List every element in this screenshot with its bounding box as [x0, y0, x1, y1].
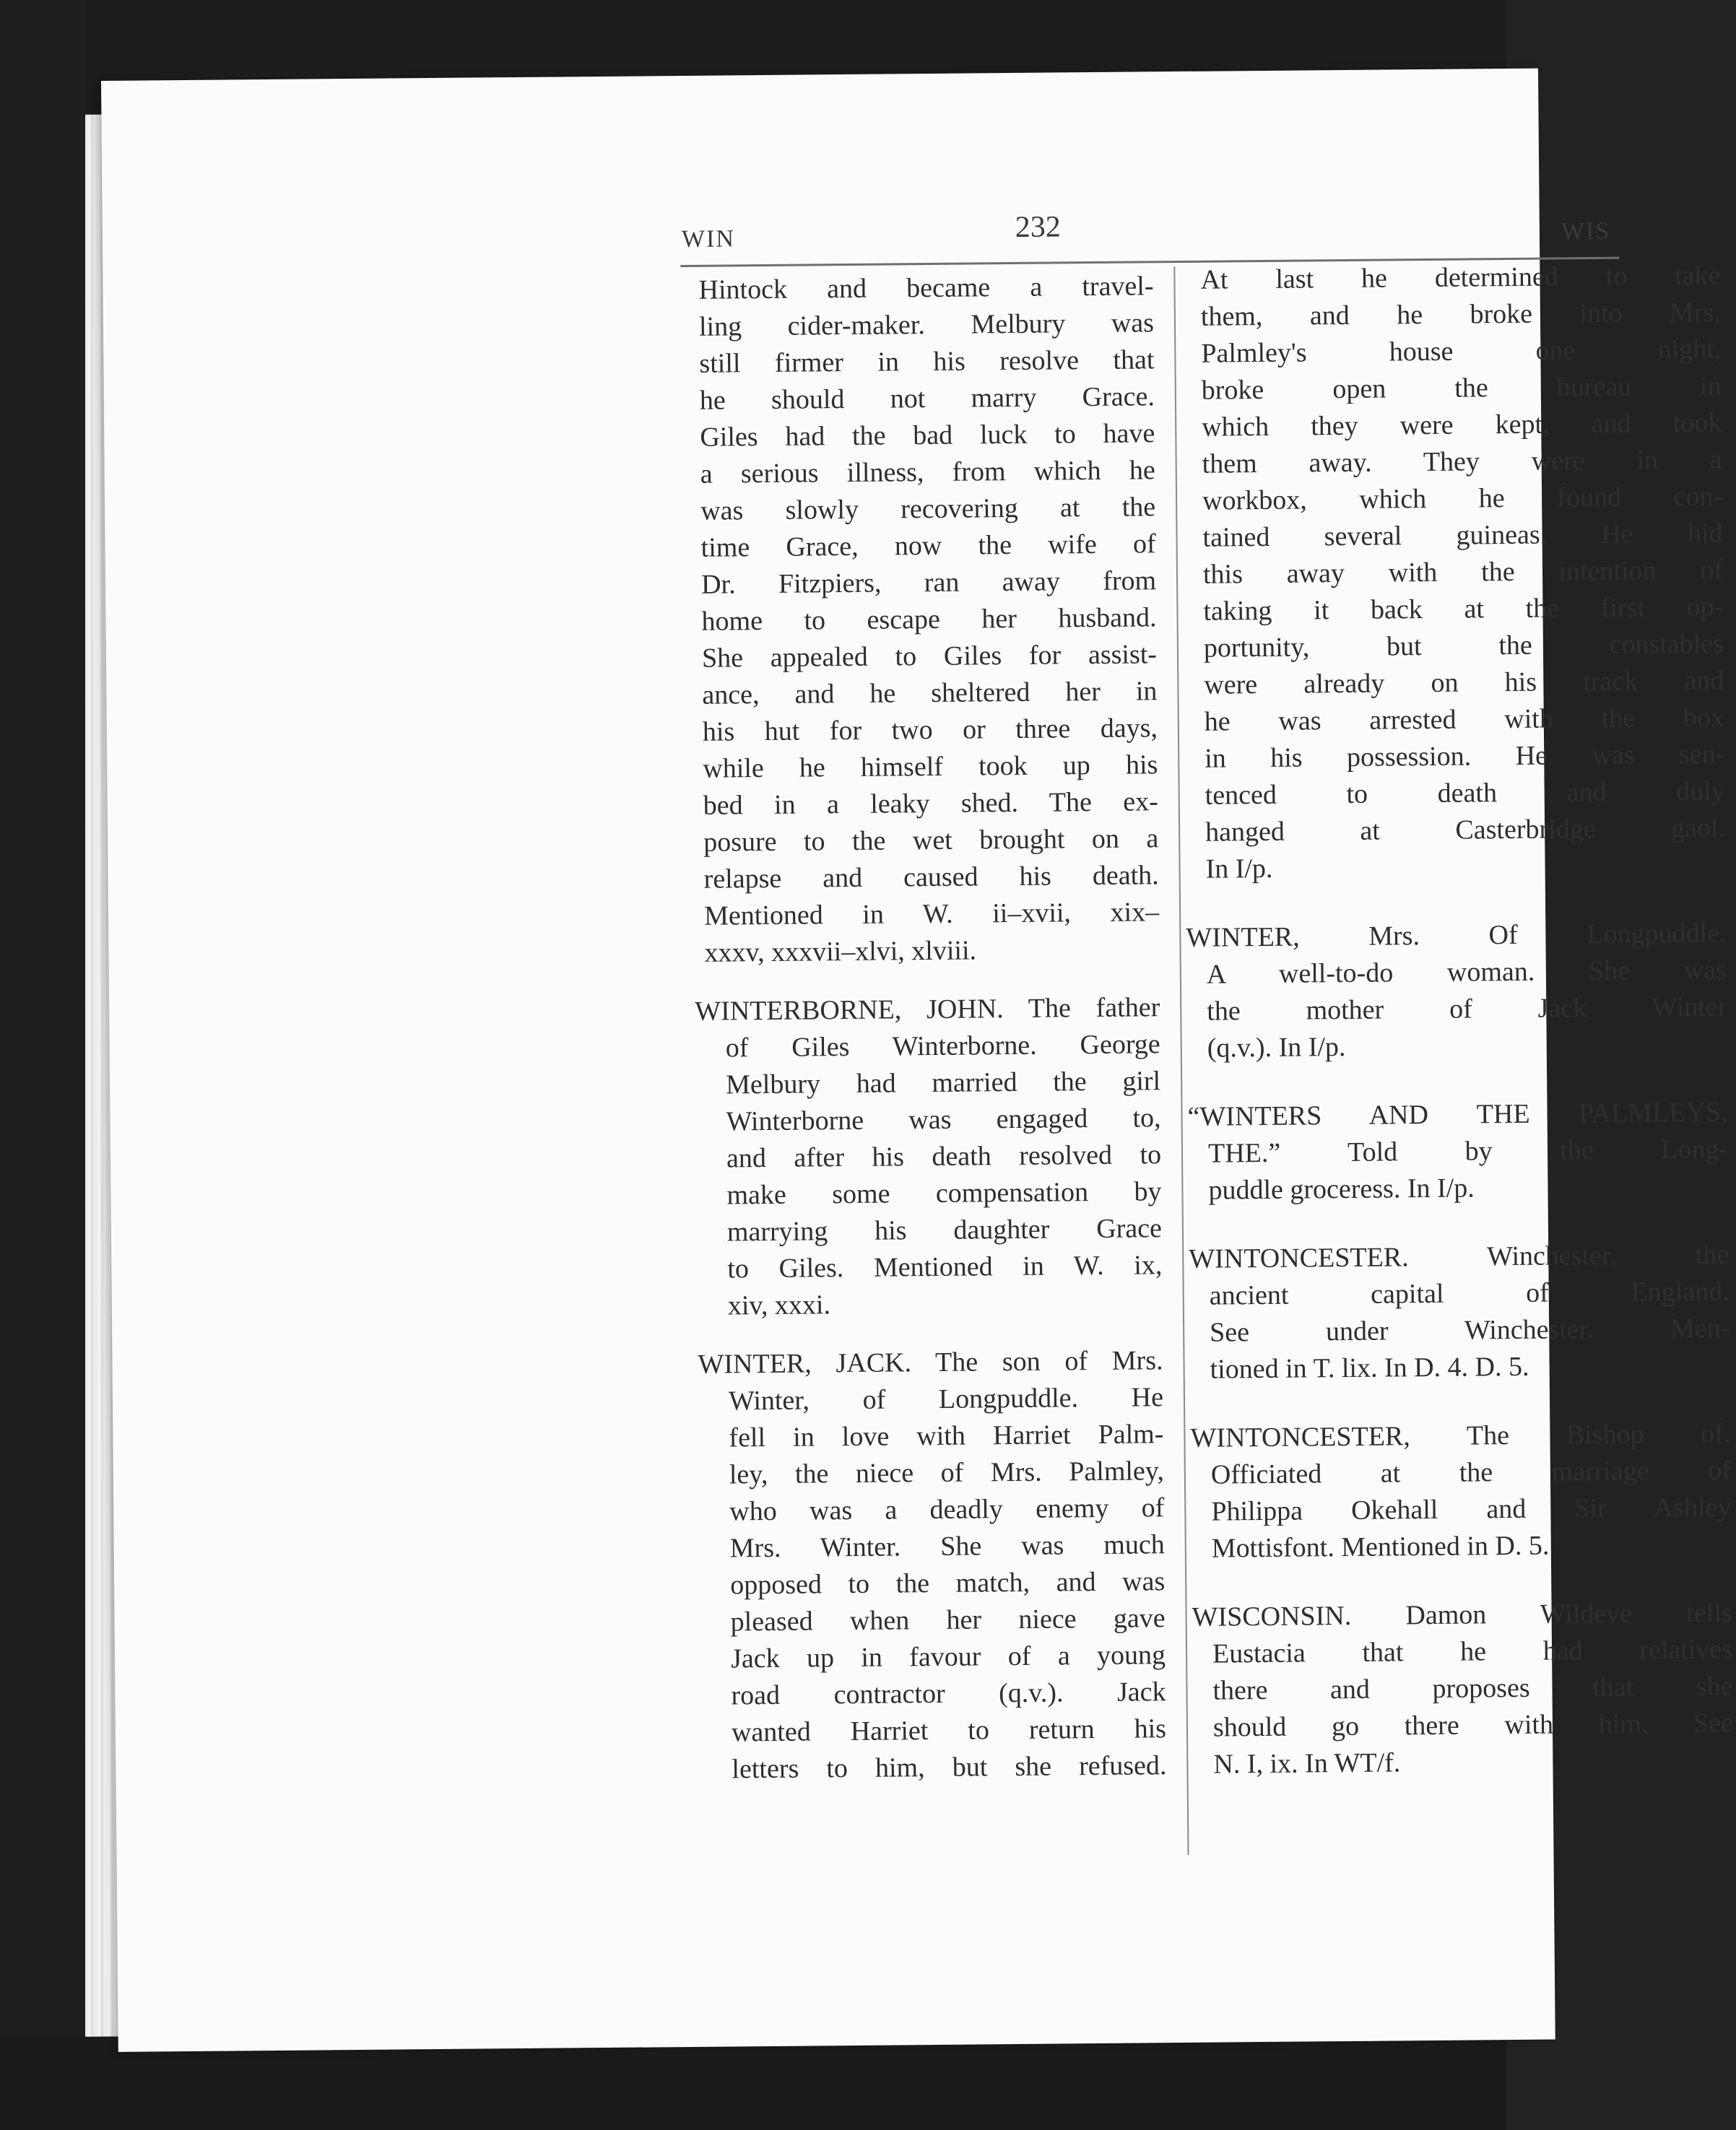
text-line: there and proposes that she: [1212, 1671, 1733, 1706]
text-line: marrying his daughter Grace: [726, 1213, 1163, 1248]
text-line: Melbury had married the girl: [725, 1066, 1161, 1100]
text-line: tained several guineas. He hid: [1202, 518, 1723, 553]
text-line: the mother of Jack Winter: [1207, 991, 1727, 1027]
text-line: he should not marry Grace.: [699, 381, 1155, 416]
entry-winters-and-the-palmleys: [1187, 1094, 1729, 1209]
text-line: relapse and caused his death.: [703, 860, 1159, 895]
text-line: road contractor (q.v.). Jack: [731, 1677, 1166, 1711]
text-line: home to escape her husband.: [701, 602, 1157, 637]
entry-winter-jack: [698, 1342, 1167, 1788]
book-page: [101, 69, 1734, 2052]
left-column: [695, 268, 1167, 1788]
entry-headword-line: WINTER, JACK. The son of Mrs.: [698, 1345, 1163, 1380]
running-head-right: WIS: [1561, 217, 1611, 245]
text-line: xxxv, xxxvii–xlvi, xlviii.: [704, 935, 977, 968]
text-line: Winterborne was engaged to,: [726, 1103, 1161, 1137]
text-line: A well-to-do woman. She was: [1206, 955, 1727, 990]
text-line: bed in a leaky shed. The ex-: [703, 786, 1158, 821]
text-line: make some compensation by: [726, 1176, 1162, 1211]
text-line: fell in love with Harriet Palm-: [729, 1419, 1164, 1453]
text-line: Mottisfont. Mentioned in D. 5.: [1211, 1530, 1550, 1564]
text-line: this away with the intention of: [1202, 555, 1724, 590]
text-line: tenced to death and duly: [1205, 775, 1725, 811]
right-continuation: [1200, 257, 1726, 887]
left-continuation: [698, 268, 1159, 971]
text-line: letters to him, but she refused.: [732, 1750, 1167, 1785]
entry-wintoncester: [1189, 1236, 1730, 1388]
text-line: ance, and he sheltered her in: [702, 676, 1158, 710]
text-line: of Giles Winterborne. George: [725, 1029, 1160, 1064]
text-line: was slowly recovering at the: [700, 492, 1156, 526]
text-line: his hut for two or three days,: [702, 713, 1158, 747]
text-line: should go there with him. See: [1212, 1708, 1734, 1743]
entry-headword-line: WINTONCESTER. Winchester, the: [1189, 1239, 1730, 1274]
entry-headword-line: WINTERBORNE, JOHN. The father: [695, 992, 1160, 1027]
entry-headword-line: WINTONCESTER, The Bishop of.: [1190, 1418, 1731, 1453]
text-line: See under Winchester. Men-: [1210, 1313, 1730, 1348]
text-line: THE.” Told by the Long-: [1207, 1134, 1729, 1169]
text-line: Philippa Okehall and Sir Ashley: [1211, 1492, 1732, 1527]
text-line: portunity, but the constables: [1203, 628, 1724, 664]
text-line: hanged at Casterbridge gaol.: [1205, 812, 1726, 848]
text-line: Jack up in favour of a young: [730, 1640, 1166, 1674]
text-line: taking it back at the first op-: [1203, 591, 1724, 627]
text-line: (q.v.). In I/p.: [1207, 1032, 1346, 1064]
entry-headword-line: “WINTERS AND THE PALMLEYS,: [1187, 1097, 1728, 1132]
entry-headword-line: WINTER, Mrs. Of Longpuddle.: [1186, 918, 1727, 953]
entry-wintoncester-bishop: [1190, 1415, 1732, 1567]
text-line: posure to the wet brought on a: [703, 823, 1159, 858]
text-line: Winter, of Longpuddle. He: [728, 1382, 1164, 1417]
text-line: were already on his track and: [1204, 665, 1724, 700]
text-line: xiv, xxxi.: [727, 1290, 831, 1321]
text-line: Hintock and became a travel-: [698, 271, 1154, 305]
text-line: wanted Harriet to return his: [731, 1713, 1167, 1748]
text-line: Palmley's house one night,: [1201, 334, 1722, 369]
entry-wisconsin: [1192, 1594, 1734, 1783]
text-line: ancient capital of England.: [1209, 1276, 1730, 1311]
text-line: them away. They were in a: [1202, 444, 1722, 479]
text-line: pleased when her niece gave: [730, 1603, 1166, 1638]
text-line: in his possession. He was sen-: [1205, 739, 1725, 774]
text-line: which they were kept, and took: [1202, 407, 1722, 443]
text-line: At last he determined to take: [1200, 260, 1721, 295]
text-line: N. I, ix. In WT/f.: [1213, 1747, 1401, 1780]
text-line: opposed to the match, and was: [730, 1566, 1166, 1601]
text-line: Giles had the bad luck to have: [700, 418, 1155, 453]
column-divider: [1173, 266, 1189, 1855]
running-head: [579, 205, 1611, 257]
entry-headword-line: WISCONSIN. Damon Wildeve tells: [1192, 1597, 1732, 1633]
text-line: Eustacia that he had relatives: [1212, 1634, 1733, 1669]
text-line: he was arrested with the box: [1204, 702, 1724, 737]
text-line: time Grace, now the wife of: [700, 529, 1156, 563]
entry-winter-mrs: [1186, 915, 1727, 1066]
text-line: while he himself took up his: [703, 749, 1158, 784]
text-line: workbox, which he found con-: [1202, 481, 1723, 516]
running-head-left: WIN: [681, 225, 736, 253]
right-column: [1186, 257, 1734, 1783]
background-left: [0, 0, 87, 2130]
text-line: Officiated at the marriage of: [1210, 1455, 1732, 1490]
entry-winterborne-john: [695, 989, 1163, 1324]
text-line: to Giles. Mentioned in W. ix,: [727, 1250, 1163, 1284]
text-line: In I/p.: [1205, 853, 1273, 884]
text-line: still firmer in his resolve that: [699, 344, 1155, 379]
text-line: ling cider-maker. Melbury was: [698, 308, 1155, 342]
text-line: puddle groceress. In I/p.: [1208, 1173, 1475, 1206]
text-line: who was a deadly enemy of: [729, 1492, 1165, 1527]
text-line: them, and he broke into Mrs.: [1200, 297, 1722, 332]
text-line: a serious illness, from which he: [700, 455, 1155, 490]
text-line: tioned in T. lix. In D. 4. D. 5.: [1210, 1351, 1529, 1385]
text-line: Mrs. Winter. She was much: [729, 1529, 1165, 1564]
page-number: 232: [1015, 210, 1062, 244]
text-line: broke open the bureau in: [1201, 370, 1722, 406]
text-line: Mentioned in W. ii–xvii, xix–: [703, 897, 1160, 931]
text-line: She appealed to Giles for assist-: [701, 639, 1158, 674]
text-line: ley, the niece of Mrs. Palmley,: [729, 1456, 1165, 1490]
text-line: and after his death resolved to: [726, 1139, 1162, 1174]
text-line: Dr. Fitzpiers, ran away from: [700, 565, 1157, 600]
